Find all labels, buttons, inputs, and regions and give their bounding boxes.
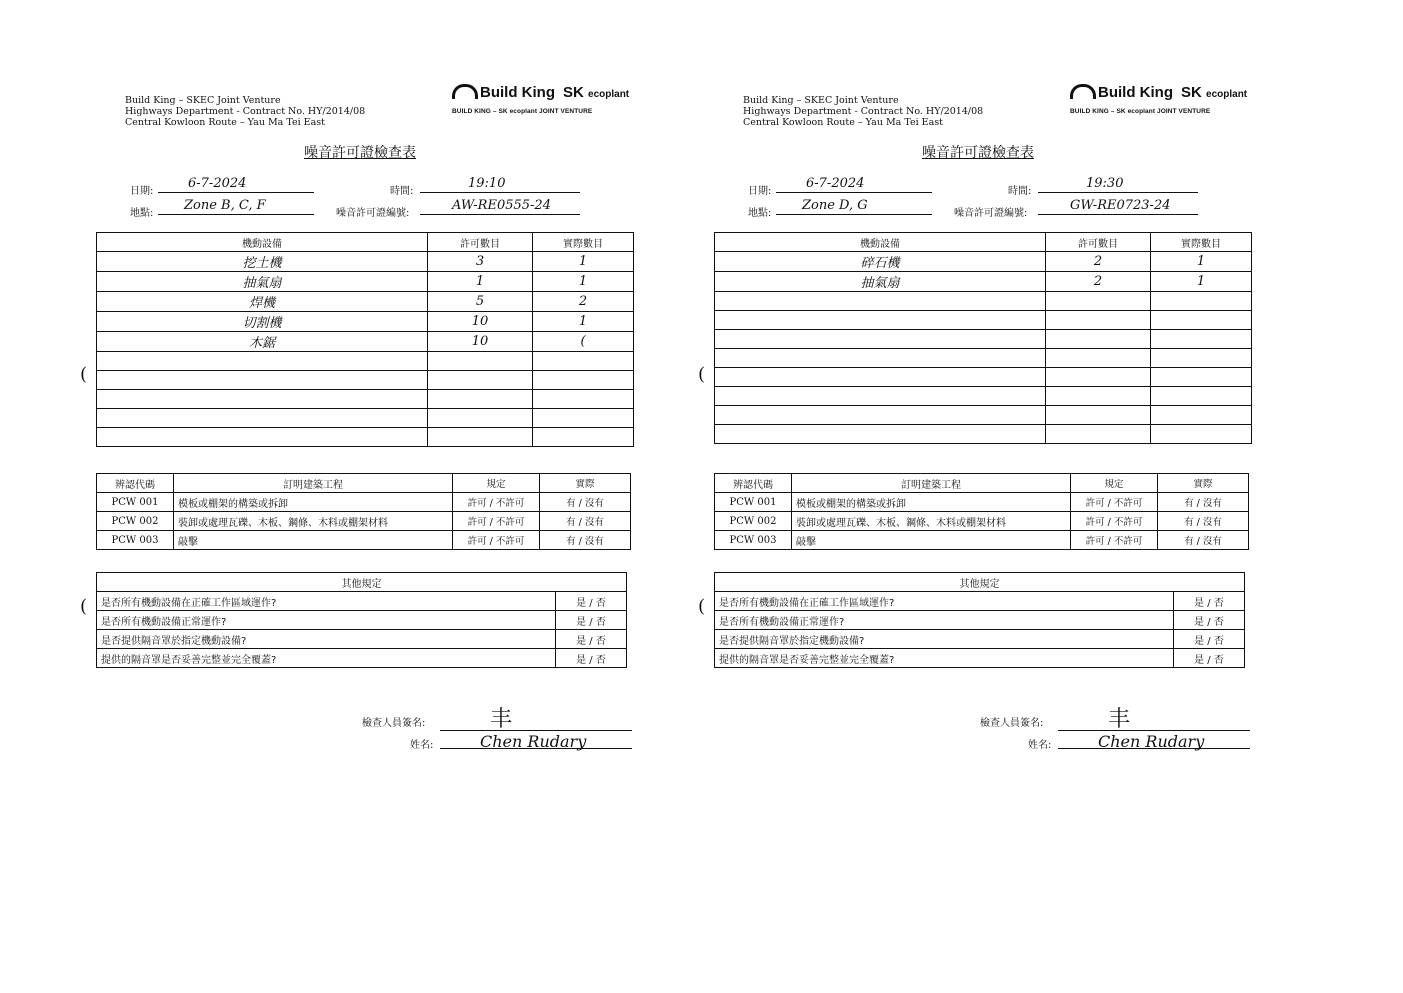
inspector-signature: 丰 [490, 707, 513, 732]
pcw-cell: PCW 003 [715, 531, 792, 550]
time-label: 時間: [1008, 186, 1032, 197]
noise-permit-form-2 [698, 0, 1258, 993]
equipment-row [715, 292, 1252, 311]
contractor-header [125, 95, 365, 128]
equipment-row-empty [97, 409, 634, 428]
pcw-row [97, 512, 631, 531]
pcw-cell: 許可 / 不許可 [1071, 493, 1158, 512]
location-value: Zone D, G [802, 198, 868, 213]
location-label: 地點: [748, 208, 772, 219]
equipment-cell [715, 330, 1046, 349]
equipment-cell [715, 311, 1046, 330]
pcw-table [714, 473, 1249, 550]
name-value: Chen Rudary [480, 732, 587, 751]
other-requirements-table [714, 572, 1245, 668]
equipment-cell [1046, 311, 1151, 330]
equipment-cell: 2 [1046, 272, 1151, 292]
equipment-cell [1046, 330, 1151, 349]
equipment-header-2: 實際數目 [1151, 233, 1252, 252]
permit-value: AW-RE0555-24 [452, 198, 551, 213]
pcw-header-3: 實際 [540, 474, 631, 493]
equipment-header-0: 機動設備 [97, 233, 428, 252]
equipment-cell: 10 [428, 332, 533, 352]
permit-label: 噪音許可證編號: [954, 208, 1028, 219]
date-label: 日期: [748, 186, 772, 197]
equipment-header-0: 機動設備 [715, 233, 1046, 252]
equipment-cell [1151, 330, 1252, 349]
equipment-cell [1046, 292, 1151, 311]
location-value: Zone B, C, F [184, 198, 266, 213]
equipment-cell: 焊機 [97, 292, 428, 312]
equipment-row-empty [715, 425, 1252, 444]
pcw-cell: 敲擊 [792, 531, 1071, 550]
pcw-cell: PCW 003 [97, 531, 174, 550]
equipment-row-empty [715, 387, 1252, 406]
pcw-cell: 許可 / 不許可 [453, 531, 540, 550]
equipment-cell: 3 [428, 252, 533, 272]
punch-hole-mark: ( [80, 364, 88, 385]
permit-value: GW-RE0723-24 [1070, 198, 1171, 213]
equipment-cell: 1 [1151, 272, 1252, 292]
equipment-row [97, 292, 634, 312]
pcw-row [97, 493, 631, 512]
inspector-label: 檢查人員簽名: [980, 718, 1044, 729]
header-line-2: Highways Department - Contract No. HY/2014/08 [743, 106, 984, 117]
equipment-row-empty [715, 368, 1252, 387]
pcw-row [97, 531, 631, 550]
equipment-cell: 木鋸 [97, 332, 428, 352]
other-cell: 提供的隔音罩是否妥善完整並完全覆蓋? [715, 649, 1174, 668]
pcw-row [715, 512, 1249, 531]
equipment-cell: 碎石機 [715, 252, 1046, 272]
header-line-3: Central Kowloon Route – Yau Ma Tei East [743, 117, 943, 128]
pcw-cell: PCW 002 [97, 512, 174, 531]
equipment-row [715, 311, 1252, 330]
header-line-1: Build King – SKEC Joint Venture [125, 95, 281, 106]
equipment-cell: 挖土機 [97, 252, 428, 272]
pcw-cell: 許可 / 不許可 [1071, 531, 1158, 550]
pcw-header-2: 規定 [453, 474, 540, 493]
logo-eco: ecoplant [1206, 89, 1248, 100]
name-value: Chen Rudary [1098, 732, 1205, 751]
contractor-header [743, 95, 983, 128]
form-title: 噪音許可證檢查表 [922, 145, 1034, 161]
equipment-cell: 5 [428, 292, 533, 312]
equipment-cell [1151, 311, 1252, 330]
build-king-sk-logo [1070, 84, 1248, 124]
other-cell: 是否所有機動設備在正確工作區域運作? [97, 592, 556, 611]
logo-subtitle: BUILD KING – SK ecoplant JOINT VENTURE [452, 108, 593, 115]
pcw-cell: 裝卸或處理瓦礫、木板、鋼條、木料或棚架材料 [792, 512, 1071, 531]
other-row [715, 592, 1245, 611]
other-row [97, 611, 627, 630]
pcw-cell: 有 / 沒有 [540, 512, 631, 531]
equipment-cell: 抽氣扇 [97, 272, 428, 292]
other-requirements-table [96, 572, 627, 668]
pcw-cell: 許可 / 不許可 [453, 493, 540, 512]
equipment-cell: ( [533, 332, 634, 352]
equipment-cell: 2 [1046, 252, 1151, 272]
other-row [97, 592, 627, 611]
equipment-row [715, 272, 1252, 292]
other-cell: 提供的隔音罩是否妥善完整並完全覆蓋? [97, 649, 556, 668]
equipment-table [714, 232, 1252, 444]
other-cell: 是否所有機動設備正常運作? [715, 611, 1174, 630]
other-cell: 是 / 否 [556, 649, 627, 668]
equipment-cell [1151, 292, 1252, 311]
logo-eco: ecoplant [588, 89, 630, 100]
equipment-cell: 切割機 [97, 312, 428, 332]
pcw-header-0: 辨認代碼 [97, 474, 174, 493]
pcw-header-1: 訂明建築工程 [174, 474, 453, 493]
build-king-sk-logo [452, 84, 630, 124]
other-row [97, 630, 627, 649]
pcw-cell: 裝卸或處理瓦礫、木板、鋼條、木料或棚架材料 [174, 512, 453, 531]
inspector-label: 檢查人員簽名: [362, 718, 426, 729]
date-label: 日期: [130, 186, 154, 197]
other-row [715, 649, 1245, 668]
pcw-cell: 有 / 沒有 [1158, 493, 1249, 512]
equipment-table [96, 232, 634, 447]
pcw-header-2: 規定 [1071, 474, 1158, 493]
date-value: 6-7-2024 [806, 176, 865, 191]
permit-label: 噪音許可證編號: [336, 208, 410, 219]
equipment-row [97, 272, 634, 292]
pcw-row [715, 493, 1249, 512]
header-line-3: Central Kowloon Route – Yau Ma Tei East [125, 117, 325, 128]
equipment-row [715, 330, 1252, 349]
equipment-cell: 抽氣扇 [715, 272, 1046, 292]
other-row [715, 630, 1245, 649]
punch-hole-mark: ( [698, 364, 706, 385]
logo-subtitle: BUILD KING – SK ecoplant JOINT VENTURE [1070, 108, 1211, 115]
equipment-header-1: 許可數目 [1046, 233, 1151, 252]
equipment-cell: 1 [533, 252, 634, 272]
bridge-arc-icon [1070, 84, 1096, 99]
other-cell: 是否提供隔音罩於指定機動設備? [97, 630, 556, 649]
other-cell: 是否所有機動設備在正確工作區域運作? [715, 592, 1174, 611]
punch-hole-mark: ( [80, 596, 88, 617]
equipment-row-empty [97, 352, 634, 371]
time-label: 時間: [390, 186, 414, 197]
punch-hole-mark: ( [698, 596, 706, 617]
equipment-cell: 1 [428, 272, 533, 292]
equipment-row-empty [97, 371, 634, 390]
other-row [97, 649, 627, 668]
equipment-cell: 2 [533, 292, 634, 312]
equipment-cell [715, 292, 1046, 311]
name-label: 姓名: [1028, 740, 1052, 751]
equipment-row-empty [715, 349, 1252, 368]
pcw-row [715, 531, 1249, 550]
equipment-cell: 1 [533, 272, 634, 292]
time-value: 19:10 [468, 176, 506, 191]
pcw-cell: 敲擊 [174, 531, 453, 550]
other-cell: 是 / 否 [1174, 592, 1245, 611]
pcw-cell: 有 / 沒有 [1158, 531, 1249, 550]
pcw-header-3: 實際 [1158, 474, 1249, 493]
logo-sk: SK [1181, 84, 1202, 101]
location-label: 地點: [130, 208, 154, 219]
equipment-row [97, 312, 634, 332]
header-line-2: Highways Department - Contract No. HY/2014/08 [125, 106, 366, 117]
equipment-header-2: 實際數目 [533, 233, 634, 252]
date-value: 6-7-2024 [188, 176, 247, 191]
header-line-1: Build King – SKEC Joint Venture [743, 95, 899, 106]
equipment-header-1: 許可數目 [428, 233, 533, 252]
other-cell: 是否所有機動設備正常運作? [97, 611, 556, 630]
time-value: 19:30 [1086, 176, 1124, 191]
noise-permit-form-1 [80, 0, 640, 993]
name-label: 姓名: [410, 740, 434, 751]
equipment-row [715, 252, 1252, 272]
logo-brand: Build King [480, 84, 555, 101]
equipment-cell: 10 [428, 312, 533, 332]
pcw-cell: 有 / 沒有 [1158, 512, 1249, 531]
other-cell: 是否提供隔音罩於指定機動設備? [715, 630, 1174, 649]
pcw-cell: 模板或棚架的構築或拆卸 [792, 493, 1071, 512]
pcw-cell: 模板或棚架的構築或拆卸 [174, 493, 453, 512]
inspector-signature: 丰 [1108, 707, 1131, 732]
pcw-cell: PCW 001 [97, 493, 174, 512]
pcw-cell: 許可 / 不許可 [453, 512, 540, 531]
equipment-row [97, 252, 634, 272]
form-title: 噪音許可證檢查表 [304, 145, 416, 161]
equipment-row-empty [97, 428, 634, 447]
other-header: 其他規定 [97, 573, 627, 592]
pcw-cell: 許可 / 不許可 [1071, 512, 1158, 531]
other-cell: 是 / 否 [1174, 611, 1245, 630]
equipment-row-empty [97, 390, 634, 409]
other-cell: 是 / 否 [556, 630, 627, 649]
equipment-cell: 1 [1151, 252, 1252, 272]
pcw-cell: 有 / 沒有 [540, 493, 631, 512]
other-cell: 是 / 否 [556, 592, 627, 611]
equipment-cell: 1 [533, 312, 634, 332]
pcw-header-0: 辨認代碼 [715, 474, 792, 493]
pcw-header-1: 訂明建築工程 [792, 474, 1071, 493]
pcw-cell: PCW 002 [715, 512, 792, 531]
other-cell: 是 / 否 [1174, 649, 1245, 668]
bridge-arc-icon [452, 84, 478, 99]
equipment-row-empty [715, 406, 1252, 425]
equipment-row [97, 332, 634, 352]
other-cell: 是 / 否 [1174, 630, 1245, 649]
pcw-cell: PCW 001 [715, 493, 792, 512]
logo-sk: SK [563, 84, 584, 101]
other-header: 其他規定 [715, 573, 1245, 592]
other-row [715, 611, 1245, 630]
logo-brand: Build King [1098, 84, 1173, 101]
pcw-table [96, 473, 631, 550]
pcw-cell: 有 / 沒有 [540, 531, 631, 550]
other-cell: 是 / 否 [556, 611, 627, 630]
